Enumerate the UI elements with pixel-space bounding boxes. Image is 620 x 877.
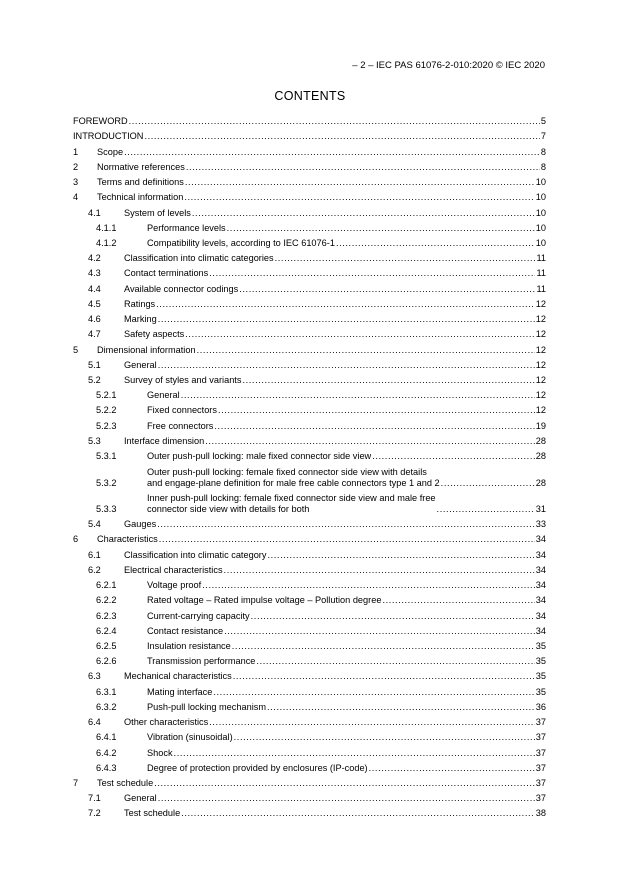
- toc-entry-number: 4: [73, 192, 79, 203]
- toc-entry-number: 5.2.2: [96, 405, 117, 416]
- toc-entry-number: 5.3.2: [96, 477, 117, 488]
- toc-entry-title: [73, 116, 128, 127]
- toc-entry[interactable]: [73, 325, 546, 340]
- toc-entry-title: [124, 671, 232, 682]
- toc-entry-page: 36: [535, 701, 546, 712]
- dot-leader: [251, 611, 535, 622]
- toc-entry-title-line: Performance levels: [147, 222, 226, 233]
- toc-entry-number: 6.4.2: [96, 747, 117, 758]
- toc-entry[interactable]: [73, 158, 546, 173]
- dot-leader: [214, 421, 534, 432]
- toc-entry-page: 12: [535, 390, 546, 401]
- toc-entry-page: 7: [540, 131, 546, 142]
- toc-entry-title: [124, 360, 157, 371]
- toc-entry-title-line: Compatibility levels, according to IEC 61076-1: [147, 237, 335, 248]
- toc-entry-title: [73, 131, 143, 142]
- dot-leader: [224, 626, 535, 637]
- toc-entry-number: 6.2.6: [96, 656, 117, 667]
- toc-entry-page: 35: [535, 686, 546, 697]
- toc-entry-title-line: Outer push-pull locking: female fixed connector side view with details: [147, 466, 427, 477]
- toc-entry-title-line: Ratings: [124, 298, 156, 309]
- toc-entry-page: 12: [535, 344, 546, 355]
- toc-entry[interactable]: [73, 728, 546, 743]
- toc-entry[interactable]: [73, 142, 546, 157]
- toc-entry-title-line: Mating interface: [147, 686, 213, 697]
- toc-entry-number: 4.1.2: [96, 237, 117, 248]
- toc-entry-page: 10: [535, 237, 546, 248]
- dot-leader: [267, 550, 534, 561]
- toc-entry-title: [147, 656, 255, 667]
- dot-leader: [239, 284, 535, 295]
- toc-entry-title: [124, 793, 157, 804]
- toc-entry-number: 4.7: [88, 329, 101, 340]
- dot-leader: [181, 390, 535, 401]
- toc-entry[interactable]: [73, 234, 546, 249]
- dot-leader: [205, 436, 535, 447]
- toc-entry-page: 37: [535, 717, 546, 728]
- toc-entry-number: 7: [73, 777, 79, 788]
- toc-entry-title-line: General: [147, 390, 180, 401]
- toc-entry-title-line: Technical information: [97, 192, 184, 203]
- dot-leader: [242, 375, 534, 386]
- toc-entry-number: 6: [73, 534, 79, 545]
- dot-leader: [185, 177, 535, 188]
- dot-leader: [202, 580, 535, 591]
- toc-entry[interactable]: [73, 295, 546, 310]
- toc-entry-title-line: Contact terminations: [124, 268, 209, 279]
- toc-entry-title: [97, 147, 123, 158]
- toc-entry-number: 6.4.1: [96, 732, 117, 743]
- dot-leader: [186, 162, 540, 173]
- toc-entry-page: 11: [536, 283, 546, 294]
- toc-entry[interactable]: [73, 188, 546, 203]
- toc-entry[interactable]: [73, 462, 546, 489]
- toc-entry-number: 6.2.2: [96, 595, 117, 606]
- toc-entry-title-line: Test schedule: [97, 777, 154, 788]
- toc-entry-title-line: connector side view with details for both: [147, 504, 310, 515]
- toc-entry[interactable]: [73, 652, 546, 667]
- toc-entry[interactable]: [73, 203, 546, 218]
- dot-leader: [158, 793, 535, 804]
- dot-leader: [197, 345, 535, 356]
- toc-entry-page: 33: [535, 519, 546, 530]
- toc-entry-page: 34: [535, 625, 546, 636]
- dot-leader: [382, 595, 534, 606]
- toc-entry-page: 34: [535, 549, 546, 560]
- toc-entry[interactable]: [73, 682, 546, 697]
- dot-leader: [174, 748, 535, 759]
- toc-entry[interactable]: [73, 127, 546, 142]
- toc-entry-title-line: Scope: [97, 146, 124, 157]
- toc-entry-title: [147, 451, 371, 462]
- toc-entry-title-line: FOREWORD: [73, 116, 128, 127]
- toc-entry-number: 6.3.2: [96, 701, 117, 712]
- toc-entry-title-line: Test schedule: [124, 808, 181, 819]
- toc-entry-number: 6.2.3: [96, 610, 117, 621]
- toc-entry-title: [147, 421, 213, 432]
- toc-entry-title: [147, 611, 250, 622]
- toc-entry-title-line: Voltage proof: [147, 580, 202, 591]
- toc-entry-number: 4.1.1: [96, 222, 117, 233]
- toc-entry-page: 10: [535, 207, 546, 218]
- toc-entry-page: 5: [540, 116, 546, 127]
- toc-entry-title: [124, 208, 191, 219]
- toc-entry-title: [97, 177, 184, 188]
- toc-entry-page: 10: [535, 222, 546, 233]
- toc-entry-title: [147, 390, 180, 401]
- toc-entry-title: [147, 238, 335, 249]
- toc-entry-title: [124, 550, 266, 561]
- toc-entry-page: 10: [535, 177, 546, 188]
- toc-entry[interactable]: [73, 416, 546, 431]
- toc-entry-title: [124, 565, 223, 576]
- toc-entry[interactable]: [73, 774, 546, 789]
- toc-entry-page: 37: [535, 747, 546, 758]
- toc-entry-title-line: Safety aspects: [124, 329, 185, 340]
- toc-entry-number: 6.4.3: [96, 762, 117, 773]
- dot-leader: [336, 238, 535, 249]
- toc-entry-number: 6.4: [88, 717, 101, 728]
- toc-entry-title-line: Dimensional information: [97, 344, 196, 355]
- toc-entry-title-line: Classification into climatic category: [124, 549, 267, 560]
- toc-entry-title-line: Classification into climatic categories: [124, 253, 274, 264]
- dot-leader: [185, 329, 535, 340]
- toc-entry-number: 5.2.1: [96, 390, 117, 401]
- toc-entry-title-line: Interface dimension: [124, 435, 205, 446]
- toc-entry-page: 35: [535, 671, 546, 682]
- toc-entry-page: 12: [535, 359, 546, 370]
- toc-entry-page: 34: [535, 534, 546, 545]
- dot-leader: [158, 314, 535, 325]
- toc-entry-title: [147, 405, 217, 416]
- toc-entry[interactable]: [73, 432, 546, 447]
- toc-entry-title: [124, 519, 156, 530]
- dot-leader: [441, 478, 535, 489]
- toc-entry[interactable]: [73, 576, 546, 591]
- toc-entry[interactable]: [73, 386, 546, 401]
- toc-entry-title-line: Push-pull locking mechanism: [147, 701, 266, 712]
- toc-entry-page: 34: [535, 610, 546, 621]
- toc-entry[interactable]: [73, 447, 546, 462]
- toc-entry-page: 12: [535, 405, 546, 416]
- toc-entry-number: 5.3: [88, 435, 101, 446]
- dot-leader: [267, 702, 535, 713]
- toc-entry-title-line: Inner push-pull locking: female fixed connector side view and male free: [147, 493, 436, 504]
- dot-leader: [224, 565, 535, 576]
- toc-entry[interactable]: [73, 789, 546, 804]
- toc-entry-page: 8: [540, 146, 546, 157]
- toc-entry-number: 6.3: [88, 671, 101, 682]
- dot-leader: [184, 192, 534, 203]
- toc-entry-title-line: Electrical characteristics: [124, 564, 223, 575]
- toc-entry-page: 8: [540, 161, 546, 172]
- toc-entry[interactable]: [73, 219, 546, 234]
- dot-leader: [157, 519, 535, 530]
- toc-entry-title-line: Terms and definitions: [97, 177, 184, 188]
- toc-entry[interactable]: [73, 561, 546, 576]
- toc-entry-title-line: Contact resistance: [147, 625, 224, 636]
- dot-leader: [209, 717, 535, 728]
- dot-leader: [144, 131, 539, 142]
- toc-entry-page: 11: [536, 268, 546, 279]
- page-title: CONTENTS: [274, 89, 346, 103]
- toc-entry-title-line: Marking: [124, 314, 157, 325]
- toc-entry-number: 5.3.3: [96, 504, 117, 515]
- toc-entry-page: 28: [535, 477, 546, 488]
- toc-entry-number: 4.2: [88, 253, 101, 264]
- toc-entry-title-line: Other characteristics: [124, 717, 209, 728]
- toc-entry-title: [124, 436, 204, 447]
- toc-entry-number: 1: [73, 146, 79, 157]
- toc-entry[interactable]: [73, 340, 546, 355]
- toc-entry-page: 28: [535, 435, 546, 446]
- toc-entry-title: [147, 763, 368, 774]
- toc-entry-title-line: Fixed connectors: [147, 405, 217, 416]
- toc-entry-title: [147, 467, 440, 489]
- toc-entry-number: 6.1: [88, 549, 101, 560]
- toc-entry-title: [124, 808, 180, 819]
- toc-entry-title: [147, 493, 436, 515]
- toc-entry-page: 37: [535, 762, 546, 773]
- toc-entry[interactable]: [73, 173, 546, 188]
- toc-entry-title-line: Mechanical characteristics: [124, 671, 232, 682]
- toc-entry-number: 5.2: [88, 374, 101, 385]
- toc-entry[interactable]: [73, 743, 546, 758]
- toc-entry-number: 5.4: [88, 519, 101, 530]
- toc-entry[interactable]: [73, 759, 546, 774]
- toc-entry-title: [124, 329, 184, 340]
- toc-entry-title-line: Outer push-pull locking: male fixed connector side view: [147, 451, 372, 462]
- toc-entry[interactable]: [73, 667, 546, 682]
- toc-entry-page: 12: [535, 314, 546, 325]
- toc-entry[interactable]: [73, 545, 546, 560]
- toc-entry-title: [97, 345, 196, 356]
- toc-entry-title-line: General: [124, 359, 157, 370]
- toc-entry-number: 2: [73, 161, 79, 172]
- toc-entry-title: [124, 314, 157, 325]
- toc-entry-number: 4.5: [88, 298, 101, 309]
- toc-entry[interactable]: [73, 637, 546, 652]
- toc-entry-page: 37: [535, 777, 546, 788]
- toc-entry-title: [124, 299, 155, 310]
- toc-entry-number: 4.3: [88, 268, 101, 279]
- toc-entry[interactable]: [73, 356, 546, 371]
- toc-entry-number: 7.2: [88, 808, 101, 819]
- toc-entry-title: [147, 641, 231, 652]
- toc-entry[interactable]: [73, 489, 546, 516]
- toc-entry-title-line: Current-carrying capacity: [147, 610, 250, 621]
- toc-entry-number: 4.1: [88, 207, 101, 218]
- toc-entry-title: [147, 223, 226, 234]
- toc-entry-title: [147, 748, 173, 759]
- toc-entry-title-line: Survey of styles and variants: [124, 374, 242, 385]
- dot-leader: [209, 268, 535, 279]
- toc-entry-title-line: Free connectors: [147, 420, 214, 431]
- toc-entry[interactable]: [73, 530, 546, 545]
- toc-entry-page: 35: [535, 641, 546, 651]
- toc-entry-title-line: Available connector codings: [124, 283, 239, 294]
- dot-leader: [159, 534, 535, 545]
- toc-entry[interactable]: [73, 591, 546, 606]
- toc-entry[interactable]: [73, 401, 546, 416]
- toc-entry-title: [124, 253, 274, 264]
- dot-leader: [213, 687, 534, 698]
- toc-entry-page: 38: [535, 808, 546, 819]
- dot-leader: [218, 405, 535, 416]
- toc-entry-title: [147, 595, 381, 606]
- toc-entry[interactable]: [73, 606, 546, 621]
- toc-entry-page: 34: [535, 564, 546, 575]
- toc-entry-title: [124, 268, 208, 279]
- toc-entry-title: [124, 717, 208, 728]
- table-of-contents: [73, 112, 546, 819]
- dot-leader: [234, 732, 535, 743]
- dot-leader: [437, 504, 535, 515]
- toc-entry-number: 6.2.4: [96, 625, 117, 636]
- toc-entry-title-line: Transmission performance: [147, 656, 256, 667]
- toc-entry-title: [97, 192, 183, 203]
- toc-entry-title: [124, 284, 238, 295]
- toc-entry-page: 31: [535, 504, 546, 515]
- dot-leader: [129, 116, 540, 127]
- toc-entry-title: [147, 732, 233, 743]
- toc-entry-title-line: Insulation resistance: [147, 641, 231, 651]
- toc-entry-number: 6.2.5: [96, 641, 117, 651]
- toc-entry-number: 6.2.1: [96, 580, 117, 591]
- dot-leader: [154, 778, 535, 789]
- toc-entry[interactable]: [73, 279, 546, 294]
- dot-leader: [227, 223, 535, 234]
- toc-entry-number: 5.1: [88, 359, 101, 370]
- toc-entry-title-line: General: [124, 793, 157, 804]
- toc-entry-title-line: Shock: [147, 747, 173, 758]
- toc-entry-page: 10: [535, 192, 546, 203]
- toc-entry-title-line: Vibration (sinusoidal): [147, 732, 233, 743]
- toc-entry-page: 11: [536, 253, 546, 264]
- toc-entry-page: 28: [535, 451, 546, 462]
- dot-leader: [181, 808, 535, 819]
- toc-entry-title-line: Normative references: [97, 161, 185, 172]
- toc-entry[interactable]: [73, 804, 546, 819]
- dot-leader: [232, 641, 535, 652]
- dot-leader: [192, 208, 535, 219]
- toc-entry-page: 19: [535, 420, 546, 431]
- toc-entry-page: 12: [535, 298, 546, 309]
- toc-entry[interactable]: [73, 310, 546, 325]
- toc-entry[interactable]: [73, 515, 546, 530]
- toc-entry-title: [97, 534, 158, 545]
- toc-entry-page: 34: [535, 580, 546, 591]
- toc-entry-number: 6.2: [88, 564, 101, 575]
- toc-entry-title: [147, 702, 266, 713]
- toc-entry-number: 5.3.1: [96, 451, 117, 462]
- dot-leader: [233, 671, 535, 682]
- toc-entry-title: [97, 162, 185, 173]
- toc-entry-title: [147, 580, 201, 591]
- toc-entry[interactable]: [73, 622, 546, 637]
- toc-entry-number: 4.6: [88, 314, 101, 325]
- toc-entry-number: 7.1: [88, 793, 101, 804]
- toc-entry-page: 34: [535, 595, 546, 606]
- toc-entry[interactable]: [73, 112, 546, 127]
- toc-entry-title-line: System of levels: [124, 207, 191, 218]
- toc-entry-title: [147, 687, 212, 698]
- toc-entry-title-line: Degree of protection provided by enclosures (IP-code): [147, 762, 368, 773]
- toc-entry-page: 35: [535, 656, 546, 667]
- dot-leader: [158, 360, 535, 371]
- toc-entry[interactable]: [73, 249, 546, 264]
- toc-entry[interactable]: [73, 698, 546, 713]
- toc-entry-number: 5.2.3: [96, 420, 117, 431]
- toc-entry-number: 5: [73, 344, 79, 355]
- toc-entry[interactable]: [73, 713, 546, 728]
- toc-entry-number: 6.3.1: [96, 686, 117, 697]
- toc-entry-page: 37: [535, 732, 546, 743]
- toc-entry-number: 4.4: [88, 283, 101, 294]
- toc-entry-page: 12: [535, 374, 546, 385]
- dot-leader: [275, 253, 536, 264]
- toc-entry-page: 37: [535, 793, 546, 804]
- toc-entry-title-line: and engage-plane definition for male free cable connectors type 1 and 2: [147, 477, 440, 488]
- toc-entry[interactable]: [73, 264, 546, 279]
- toc-entry-title: [124, 375, 241, 386]
- toc-entry-title-line: Characteristics: [97, 534, 158, 545]
- dot-leader: [369, 763, 535, 774]
- toc-entry-title-line: INTRODUCTION: [73, 131, 144, 142]
- toc-entry-number: 3: [73, 177, 79, 188]
- dot-leader: [372, 451, 535, 462]
- dot-leader: [256, 656, 534, 667]
- toc-entry-title: [97, 778, 153, 789]
- toc-entry-title: [147, 626, 223, 637]
- toc-entry-title-line: Gauges: [124, 519, 157, 530]
- dot-leader: [156, 299, 535, 310]
- page-header: – 2 – IEC PAS 61076-2-010:2020 © IEC 2020: [352, 60, 545, 71]
- toc-entry-page: 12: [535, 329, 546, 340]
- toc-entry[interactable]: [73, 371, 546, 386]
- dot-leader: [124, 147, 540, 158]
- toc-entry-title-line: Rated voltage – Rated impulse voltage – Pollution degree: [147, 595, 382, 606]
